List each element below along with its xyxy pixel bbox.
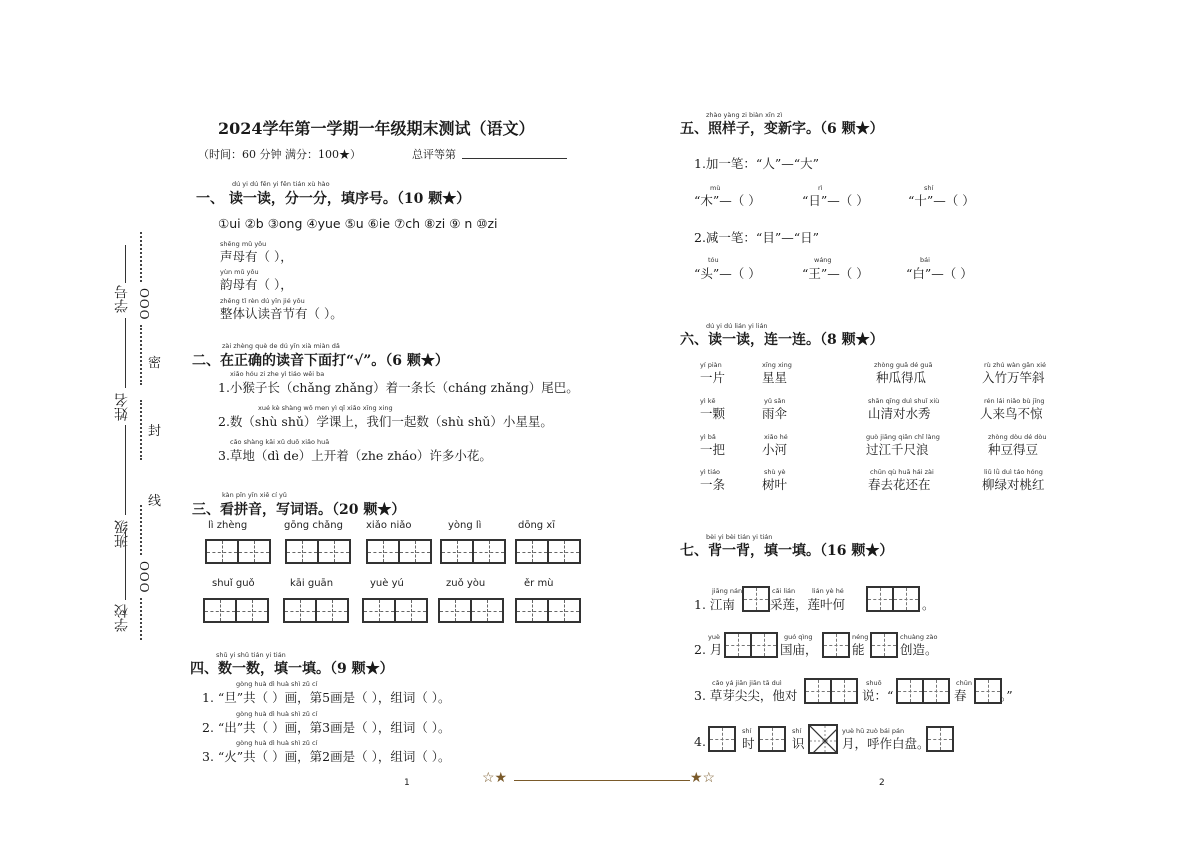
s6-ra-pinyin: guò jiāng qiān chǐ làng [866, 433, 940, 441]
s2-line2[interactable]: 2.数（shù shǔ）学课上，我们一起数（shù shǔ）小星星。 [218, 414, 553, 429]
s6-right-b-phrase[interactable]: 种豆得豆 [988, 442, 1039, 457]
s7-line2-start: 2. 月 [694, 642, 723, 657]
binding-dots [140, 400, 142, 460]
s6-la-pinyin: yí piàn [700, 361, 722, 369]
s6-la-pinyin: yì tiáo [700, 468, 721, 476]
s7-line4-shi2: 识 [792, 736, 805, 751]
s1-q2[interactable]: 韵母有（ ）， [220, 277, 293, 292]
s4-line2[interactable]: 2. “出”共（ ）画，第3画是（ ），组词（ ）。 [202, 720, 451, 735]
s7-l1-pinyin: jiāng nán [712, 587, 743, 595]
binding-dots [140, 325, 142, 385]
s4-l2-pinyin: gòng huà dì huà shì zǔ cí [236, 710, 318, 718]
s5-title: 五、照样子，变新字。（6 颗★） [680, 121, 884, 137]
s7-l4-pinyin: shí [742, 727, 752, 735]
writing-box[interactable] [394, 598, 428, 623]
s3-row2-pinyin: zuǒ yòu [446, 578, 486, 589]
total-label: 总评等第 [412, 148, 456, 161]
s2-line3[interactable]: 3.草地（dì de）上开着（zhe zháo）许多小花。 [218, 448, 492, 463]
s2-line1[interactable]: 1.小猴子长（chǎng zhǎng）着一条长（cháng zhǎng）尾巴。 [218, 380, 579, 395]
s7-l4-pinyin: shí [792, 727, 802, 735]
footer-stars-left: ☆★ [482, 770, 508, 786]
s6-lb-pinyin: xīng xing [762, 361, 792, 369]
footer-star-line [514, 780, 690, 781]
writing-box[interactable] [317, 539, 351, 564]
writing-box[interactable] [398, 539, 432, 564]
s6-title: 六、读一读，连一连。（8 颗★） [680, 332, 884, 348]
writing-box[interactable] [237, 539, 271, 564]
binding-class-label: 班级 [114, 520, 130, 548]
s6-left-b-word[interactable]: 星星 [762, 370, 788, 385]
s5-blank-ri[interactable]: “日”—（ ） [802, 193, 869, 208]
binding-dots [140, 598, 142, 640]
s7-l3-pinyin: chūn [956, 679, 972, 687]
s6-right-a-phrase[interactable]: 过江千尺浪 [866, 442, 929, 457]
time-info: （时间：60 分钟 满分：100★） [198, 148, 361, 161]
s7-line4-shi: 时 [742, 736, 755, 751]
s7-fill-box[interactable] [758, 726, 784, 752]
writing-box[interactable] [472, 539, 506, 564]
writing-box[interactable] [362, 598, 396, 623]
s6-left-b-word[interactable]: 树叶 [762, 477, 788, 492]
s3-row2-pinyin: ěr mù [524, 578, 554, 589]
s7-pinyin: bèi yi bèi tián yi tián [706, 533, 773, 541]
writing-box[interactable] [515, 598, 549, 623]
s7-fill-boxes[interactable] [724, 632, 776, 658]
s7-fill-box[interactable] [926, 726, 952, 752]
s7-line2-neng: 能 [852, 642, 865, 657]
s7-line1-mid: 采莲，莲叶何 [770, 597, 846, 612]
s6-left-a-word[interactable]: 一条 [700, 477, 726, 492]
s6-lb-pinyin: xiǎo hé [764, 433, 788, 441]
s2-pinyin: zài zhèng què de dú yīn xià miàn dǎ [222, 342, 340, 350]
binding-dots [140, 232, 142, 282]
s7-fill-box[interactable] [708, 726, 734, 752]
s6-right-a-phrase[interactable]: 种瓜得瓜 [876, 370, 927, 385]
s6-left-a-word[interactable]: 一片 [700, 370, 726, 385]
s6-rb-pinyin: liǔ lǜ duì táo hóng [984, 468, 1043, 476]
s6-rb-pinyin: rù zhú wàn gān xié [984, 361, 1047, 369]
s3-row2-pinyin: shuǐ guǒ [212, 578, 255, 589]
s6-rb-pinyin: zhòng dòu dé dòu [988, 433, 1047, 441]
binding-feng: 封 [148, 424, 162, 439]
s7-l1-pinyin: lián yè hé [812, 587, 844, 595]
s3-row1-pinyin: yòng lì [448, 520, 482, 531]
s7-line4-start: 4. [694, 734, 706, 749]
s7-fill-box-cross[interactable] [808, 724, 838, 754]
s1-title: 一、 读一读，分一分，填序号。（10 颗★） [196, 191, 471, 207]
s6-rb-pinyin: rén lái niǎo bù jīng [984, 397, 1045, 405]
s4-pinyin: shǔ yi shǔ tián yi tián [216, 651, 286, 659]
s7-line2-mid: 国庙， [780, 642, 818, 657]
writing-box[interactable] [205, 539, 239, 564]
binding-name-label: 姓名 [114, 393, 130, 421]
s2-l2-pinyin: xué kè shàng wǒ men yì qǐ xiǎo xīng xing [258, 404, 393, 412]
binding-ooo-bottom: OOO [138, 560, 152, 593]
page-number-1: 1 [404, 778, 410, 788]
s3-row1-pinyin: gōng chǎng [284, 520, 343, 531]
s3-row2-pinyin: kāi guān [290, 578, 334, 589]
s6-left-b-word[interactable]: 小河 [762, 442, 788, 457]
binding-xian: 线 [148, 494, 162, 509]
s5-blank-shi[interactable]: “十”—（ ） [908, 193, 975, 208]
s6-right-a-phrase[interactable]: 春去花还在 [868, 477, 931, 492]
s5-blank-mu[interactable]: “木”—（ ） [694, 193, 761, 208]
writing-box[interactable] [547, 598, 581, 623]
writing-box[interactable] [285, 539, 319, 564]
s5-tou-pinyin: tóu [708, 256, 719, 264]
writing-box[interactable] [440, 539, 474, 564]
page-number-2: 2 [879, 778, 885, 788]
s5-mu-pinyin: mù [710, 184, 721, 192]
s7-l2-pinyin: yuè [708, 633, 720, 641]
s3-row1-pinyin: xiǎo niǎo [366, 520, 412, 531]
s5-pinyin: zhào yàng zi biàn xīn zì [706, 111, 783, 119]
s1-q3-pinyin: zhěng tǐ rèn dú yīn jié yǒu [220, 297, 305, 305]
s7-line1-end: 。 [922, 597, 935, 612]
s3-row1-pinyin: lì zhèng [208, 520, 248, 531]
writing-box[interactable] [283, 598, 317, 623]
s6-right-b-phrase[interactable]: 人来鸟不惊 [980, 406, 1043, 421]
binding-name-line [125, 318, 126, 388]
writing-box[interactable] [203, 598, 237, 623]
s4-line1[interactable]: 1. “旦”共（ ）画，第5画是（ ），组词（ ）。 [202, 690, 451, 705]
s7-line3-start: 3. 草芽尖尖，他对 [694, 688, 798, 703]
s1-pinyin: dú yi dú fēn yi fēn tián xù hào [232, 180, 330, 188]
s1-q3[interactable]: 整体认读音节有（ ）。 [220, 306, 343, 321]
s7-l2-pinyin: néng [852, 633, 869, 641]
s5-ri-pinyin: rì [818, 184, 823, 192]
s7-l4-pinyin: yuè hū zuò bái pán [842, 727, 905, 735]
s6-ra-pinyin: zhòng guā dé guā [874, 361, 933, 369]
s7-line3-mid: 说：“ [862, 688, 894, 703]
s7-l2-pinyin: guó qìng [784, 633, 813, 641]
page-title: 2024学年第一学期一年级期末测试（语文） [218, 119, 535, 138]
s6-pinyin: dú yi dú lián yi lián [706, 322, 768, 330]
binding-number-line [125, 245, 126, 283]
s3-row2-pinyin: yuè yú [370, 578, 404, 589]
binding-school-line [125, 530, 126, 600]
s6-right-a-phrase[interactable]: 山清对水秀 [868, 406, 931, 421]
s7-line3-chun: 春 [954, 688, 967, 703]
writing-box[interactable] [438, 598, 472, 623]
writing-box[interactable] [235, 598, 269, 623]
total-grade-blank[interactable] [462, 158, 567, 159]
s7-l1-pinyin: cǎi lián [772, 587, 796, 595]
s1-q1[interactable]: 声母有（ ）， [220, 249, 293, 264]
s5-blank-wang[interactable]: “王”—（ ） [802, 266, 869, 281]
s7-fill-box[interactable] [974, 678, 1000, 704]
s7-fill-box[interactable] [822, 632, 848, 658]
s3-pinyin: kàn pīn yīn xiě cí yǔ [222, 491, 287, 499]
binding-mi: 密 [148, 356, 162, 371]
s6-left-a-word[interactable]: 一颗 [700, 406, 726, 421]
s6-ra-pinyin: chūn qù huā hái zài [870, 468, 934, 476]
s7-fill-boxes[interactable] [804, 678, 856, 704]
s4-line3[interactable]: 3. “火”共（ ）画，第2画是（ ），组词（ ）。 [202, 749, 451, 764]
s7-line3-end: 。” [1000, 688, 1013, 703]
binding-ooo-top: OOO [138, 287, 152, 320]
s6-lb-pinyin: shù yè [764, 468, 786, 476]
s6-ra-pinyin: shān qīng duì shuǐ xiù [868, 397, 940, 405]
s1-q2-pinyin: yùn mǔ yǒu [220, 268, 259, 276]
s7-line2-end: 创造。 [900, 642, 938, 657]
binding-dots [140, 505, 142, 555]
writing-box[interactable] [315, 598, 349, 623]
s5-wang-pinyin: wáng [814, 256, 832, 264]
s7-fill-boxes[interactable] [866, 586, 918, 612]
s6-right-b-phrase[interactable]: 入竹万竿斜 [982, 370, 1045, 385]
s2-l1-pinyin: xiǎo hóu zi zhe yì tiáo wěi ba [230, 370, 325, 378]
s7-fill-box[interactable] [870, 632, 896, 658]
footer-stars-right: ★☆ [690, 770, 716, 786]
s6-lb-pinyin: yǔ sǎn [764, 397, 786, 405]
s7-fill-boxes[interactable] [896, 678, 948, 704]
s1-items: ①ui ②b ③ong ④yue ⑤u ⑥ie ⑦ch ⑧zi ⑨ n ⑩zi [218, 216, 498, 231]
s7-l3-pinyin: shuō [866, 679, 882, 687]
s6-right-b-phrase[interactable]: 柳绿对桃红 [982, 477, 1045, 492]
s3-row1-pinyin: dōng xī [518, 520, 556, 531]
binding-number-label: 学号 [114, 285, 130, 313]
s7-fill-box[interactable] [742, 586, 768, 612]
s4-l3-pinyin: gòng huà dì huà shì zǔ cí [236, 739, 318, 747]
s5-blank-tou[interactable]: “头”—（ ） [694, 266, 761, 281]
s7-line1-start: 1. 江南 [694, 597, 735, 612]
s6-la-pinyin: yì kē [700, 397, 716, 405]
s7-title: 七、背一背，填一填。（16 颗★） [680, 543, 894, 559]
binding-school-label: 学校 [114, 604, 130, 632]
s5-line1: 1.加一笔：“人”—“大” [694, 156, 819, 171]
s4-l1-pinyin: gòng huà dì huà shì zǔ cí [236, 680, 318, 688]
s2-title: 二、在正确的读音下面打“√”。（6 颗★） [192, 353, 449, 369]
s6-left-b-word[interactable]: 雨伞 [762, 406, 788, 421]
s2-l3-pinyin: cǎo shàng kāi xǔ duō xiǎo huā [230, 438, 330, 446]
s4-title: 四、数一数，填一填。（9 颗★） [190, 661, 394, 677]
writing-box[interactable] [547, 539, 581, 564]
s5-line3: 2.减一笔：“目”—“日” [694, 230, 819, 245]
s7-l3-pinyin: cǎo yá jiān jiān tā duì [712, 679, 782, 687]
writing-box[interactable] [470, 598, 504, 623]
s5-shi-pinyin: shí [924, 184, 934, 192]
s6-la-pinyin: yì bǎ [700, 433, 716, 441]
writing-box[interactable] [366, 539, 400, 564]
s7-l2-pinyin: chuàng zào [900, 633, 938, 641]
writing-box[interactable] [515, 539, 549, 564]
s3-title: 三、看拼音，写词语。（20 颗★） [192, 502, 406, 518]
s5-bai-pinyin: bái [920, 256, 930, 264]
s6-left-a-word[interactable]: 一把 [700, 442, 726, 457]
binding-class-line [125, 425, 126, 515]
s5-blank-bai[interactable]: “白”—（ ） [906, 266, 973, 281]
s7-line4-end: 月，呼作白盘。 [842, 736, 930, 751]
s1-q1-pinyin: shēng mǔ yǒu [220, 240, 267, 248]
